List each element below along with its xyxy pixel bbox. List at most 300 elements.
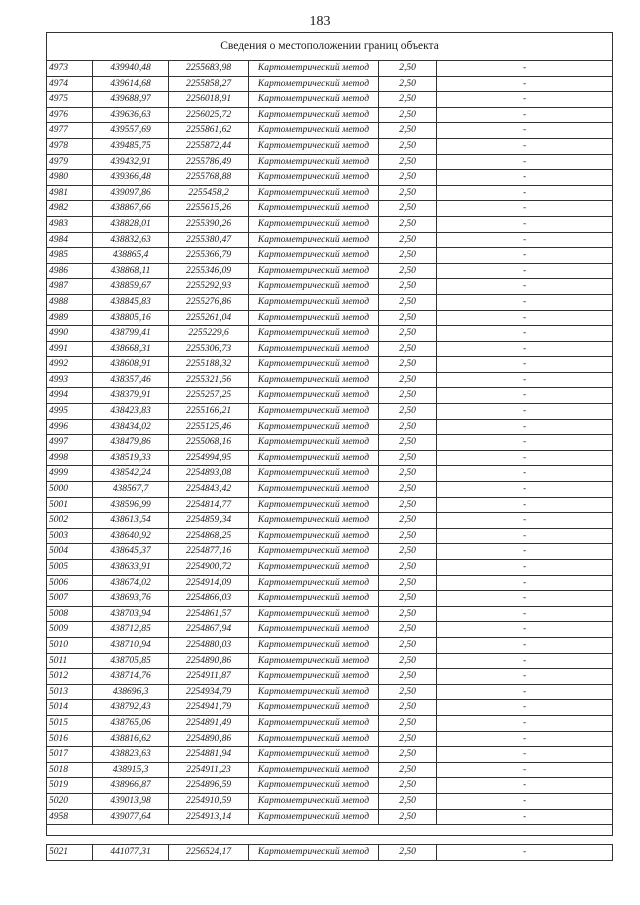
accuracy-cell: 2,50	[379, 497, 437, 513]
note-cell: -	[437, 170, 613, 186]
method-cell: Картометрический метод	[249, 326, 379, 342]
method-cell: Картометрический метод	[249, 653, 379, 669]
y-coordinate-cell: 2255257,25	[169, 388, 249, 404]
accuracy-cell: 2,50	[379, 294, 437, 310]
x-coordinate-cell: 438792,43	[93, 700, 169, 716]
accuracy-cell: 2,50	[379, 310, 437, 326]
y-coordinate-cell: 2254941,79	[169, 700, 249, 716]
y-coordinate-cell: 2255321,56	[169, 372, 249, 388]
point-number-cell: 4994	[47, 388, 93, 404]
x-coordinate-cell: 438423,83	[93, 404, 169, 420]
gap-cell	[47, 836, 613, 845]
note-cell: -	[437, 669, 613, 685]
note-cell: -	[437, 294, 613, 310]
table-row	[47, 762, 613, 778]
point-number-cell: 4984	[47, 232, 93, 248]
method-cell: Картометрический метод	[249, 466, 379, 482]
note-cell: -	[437, 388, 613, 404]
y-coordinate-cell: 2254994,95	[169, 450, 249, 466]
x-coordinate-cell: 438668,31	[93, 341, 169, 357]
table-row	[47, 107, 613, 123]
page-number: 183	[309, 14, 331, 29]
point-number-cell: 4958	[47, 809, 93, 825]
y-coordinate-cell: 2255615,26	[169, 201, 249, 217]
point-number-cell: 5012	[47, 669, 93, 685]
note-cell: -	[437, 279, 613, 295]
method-cell: Картометрический метод	[249, 575, 379, 591]
point-number-cell: 4991	[47, 341, 93, 357]
y-coordinate-cell: 2254881,94	[169, 747, 249, 763]
point-number-cell: 5000	[47, 482, 93, 498]
note-cell: -	[437, 76, 613, 92]
point-number-cell: 4989	[47, 310, 93, 326]
y-coordinate-cell: 2255872,44	[169, 138, 249, 154]
table-row	[47, 845, 613, 861]
method-cell: Картометрический метод	[249, 591, 379, 607]
method-cell: Картометрический метод	[249, 279, 379, 295]
note-cell: -	[437, 341, 613, 357]
accuracy-cell: 2,50	[379, 357, 437, 373]
table-row	[47, 185, 613, 201]
note-cell: -	[437, 372, 613, 388]
x-coordinate-cell: 438645,37	[93, 544, 169, 560]
table-row	[47, 123, 613, 139]
point-number-cell: 4980	[47, 170, 93, 186]
method-cell: Картометрический метод	[249, 294, 379, 310]
method-cell: Картометрический метод	[249, 372, 379, 388]
table-row	[47, 778, 613, 794]
table-row	[47, 450, 613, 466]
y-coordinate-cell: 2255276,86	[169, 294, 249, 310]
point-number-cell: 4975	[47, 92, 93, 108]
accuracy-cell: 2,50	[379, 201, 437, 217]
method-cell: Картометрический метод	[249, 513, 379, 529]
method-cell: Картометрический метод	[249, 107, 379, 123]
note-cell: -	[437, 653, 613, 669]
y-coordinate-cell: 2254867,94	[169, 622, 249, 638]
y-coordinate-cell: 2254877,16	[169, 544, 249, 560]
method-cell: Картометрический метод	[249, 248, 379, 264]
method-cell: Картометрический метод	[249, 450, 379, 466]
y-coordinate-cell: 2254913,14	[169, 809, 249, 825]
method-cell: Картометрический метод	[249, 762, 379, 778]
point-number-cell: 5009	[47, 622, 93, 638]
accuracy-cell: 2,50	[379, 466, 437, 482]
accuracy-cell: 2,50	[379, 450, 437, 466]
note-cell: -	[437, 185, 613, 201]
accuracy-cell: 2,50	[379, 92, 437, 108]
point-number-cell: 5019	[47, 778, 93, 794]
note-cell: -	[437, 450, 613, 466]
method-cell: Картометрический метод	[249, 123, 379, 139]
note-cell: -	[437, 684, 613, 700]
table-row	[47, 232, 613, 248]
y-coordinate-cell: 2255261,04	[169, 310, 249, 326]
note-cell: -	[437, 107, 613, 123]
x-coordinate-cell: 438357,46	[93, 372, 169, 388]
accuracy-cell: 2,50	[379, 388, 437, 404]
note-cell: -	[437, 482, 613, 498]
accuracy-cell: 2,50	[379, 482, 437, 498]
x-coordinate-cell: 438867,66	[93, 201, 169, 217]
y-coordinate-cell: 2254914,09	[169, 575, 249, 591]
y-coordinate-cell: 2254859,34	[169, 513, 249, 529]
method-cell: Картометрический метод	[249, 497, 379, 513]
method-cell: Картометрический метод	[249, 637, 379, 653]
point-number-cell: 4988	[47, 294, 93, 310]
y-coordinate-cell: 2254861,57	[169, 606, 249, 622]
x-coordinate-cell: 439688,97	[93, 92, 169, 108]
point-number-cell: 4990	[47, 326, 93, 342]
y-coordinate-cell: 2254911,87	[169, 669, 249, 685]
empty-separator-row	[47, 825, 613, 836]
method-cell: Картометрический метод	[249, 793, 379, 809]
note-cell: -	[437, 201, 613, 217]
table-title: Сведения о местоположении границ объекта	[47, 33, 613, 61]
accuracy-cell: 2,50	[379, 435, 437, 451]
accuracy-cell: 2,50	[379, 544, 437, 560]
x-coordinate-cell: 438640,92	[93, 528, 169, 544]
table-row	[47, 357, 613, 373]
point-number-cell: 5015	[47, 715, 93, 731]
y-coordinate-cell: 2254868,25	[169, 528, 249, 544]
accuracy-cell: 2,50	[379, 232, 437, 248]
accuracy-cell: 2,50	[379, 76, 437, 92]
table-row	[47, 684, 613, 700]
y-coordinate-cell: 2256025,72	[169, 107, 249, 123]
accuracy-cell: 2,50	[379, 154, 437, 170]
accuracy-cell: 2,50	[379, 809, 437, 825]
accuracy-cell: 2,50	[379, 372, 437, 388]
table-row	[47, 435, 613, 451]
table-row	[47, 326, 613, 342]
x-coordinate-cell: 438832,63	[93, 232, 169, 248]
point-number-cell: 5020	[47, 793, 93, 809]
x-coordinate-cell: 438799,41	[93, 326, 169, 342]
x-coordinate-cell: 438805,16	[93, 310, 169, 326]
method-cell: Картометрический метод	[249, 419, 379, 435]
x-coordinate-cell: 441077,31	[93, 845, 169, 861]
point-number-cell: 5005	[47, 560, 93, 576]
point-number-cell: 4996	[47, 419, 93, 435]
y-coordinate-cell: 2254910,59	[169, 793, 249, 809]
x-coordinate-cell: 438613,54	[93, 513, 169, 529]
table-row	[47, 482, 613, 498]
method-cell: Картометрический метод	[249, 684, 379, 700]
table-row	[47, 92, 613, 108]
x-coordinate-cell: 438865,4	[93, 248, 169, 264]
x-coordinate-cell: 438596,99	[93, 497, 169, 513]
accuracy-cell: 2,50	[379, 762, 437, 778]
note-cell: -	[437, 778, 613, 794]
table-row	[47, 263, 613, 279]
note-cell: -	[437, 138, 613, 154]
accuracy-cell: 2,50	[379, 731, 437, 747]
accuracy-cell: 2,50	[379, 263, 437, 279]
table-row	[47, 372, 613, 388]
note-cell: -	[437, 747, 613, 763]
x-coordinate-cell: 438765,06	[93, 715, 169, 731]
table-row	[47, 279, 613, 295]
table-row	[47, 669, 613, 685]
y-coordinate-cell: 2255380,47	[169, 232, 249, 248]
accuracy-cell: 2,50	[379, 513, 437, 529]
method-cell: Картометрический метод	[249, 482, 379, 498]
note-cell: -	[437, 606, 613, 622]
y-coordinate-cell: 2254934,79	[169, 684, 249, 700]
table-row	[47, 388, 613, 404]
table-row	[47, 575, 613, 591]
accuracy-cell: 2,50	[379, 326, 437, 342]
method-cell: Картометрический метод	[249, 170, 379, 186]
note-cell: -	[437, 248, 613, 264]
method-cell: Картометрический метод	[249, 138, 379, 154]
accuracy-cell: 2,50	[379, 669, 437, 685]
point-number-cell: 4976	[47, 107, 93, 123]
table-row	[47, 513, 613, 529]
note-cell: -	[437, 310, 613, 326]
method-cell: Картометрический метод	[249, 544, 379, 560]
x-coordinate-cell: 438823,63	[93, 747, 169, 763]
y-coordinate-cell: 2255458,2	[169, 185, 249, 201]
accuracy-cell: 2,50	[379, 404, 437, 420]
method-cell: Картометрический метод	[249, 809, 379, 825]
note-cell: -	[437, 560, 613, 576]
table-row	[47, 606, 613, 622]
point-number-cell: 4987	[47, 279, 93, 295]
y-coordinate-cell: 2254890,86	[169, 653, 249, 669]
accuracy-cell: 2,50	[379, 700, 437, 716]
table-row	[47, 341, 613, 357]
y-coordinate-cell: 2255366,79	[169, 248, 249, 264]
method-cell: Картометрический метод	[249, 61, 379, 77]
accuracy-cell: 2,50	[379, 637, 437, 653]
table-title-row	[47, 33, 613, 61]
x-coordinate-cell: 438567,7	[93, 482, 169, 498]
accuracy-cell: 2,50	[379, 560, 437, 576]
note-cell: -	[437, 497, 613, 513]
point-number-cell: 4983	[47, 216, 93, 232]
x-coordinate-cell: 438966,87	[93, 778, 169, 794]
x-coordinate-cell: 438633,91	[93, 560, 169, 576]
accuracy-cell: 2,50	[379, 622, 437, 638]
x-coordinate-cell: 439077,64	[93, 809, 169, 825]
point-number-cell: 4981	[47, 185, 93, 201]
note-cell: -	[437, 762, 613, 778]
note-cell: -	[437, 513, 613, 529]
y-coordinate-cell: 2255292,93	[169, 279, 249, 295]
table-row	[47, 248, 613, 264]
table-row	[47, 560, 613, 576]
table-row	[47, 138, 613, 154]
table-row	[47, 404, 613, 420]
y-coordinate-cell: 2255068,16	[169, 435, 249, 451]
point-number-cell: 5004	[47, 544, 93, 560]
note-cell: -	[437, 123, 613, 139]
method-cell: Картометрический метод	[249, 845, 379, 861]
x-coordinate-cell: 438519,33	[93, 450, 169, 466]
x-coordinate-cell: 439940,48	[93, 61, 169, 77]
method-cell: Картометрический метод	[249, 669, 379, 685]
accuracy-cell: 2,50	[379, 575, 437, 591]
y-coordinate-cell: 2255858,27	[169, 76, 249, 92]
note-cell: -	[437, 575, 613, 591]
y-coordinate-cell: 2255786,49	[169, 154, 249, 170]
point-number-cell: 5002	[47, 513, 93, 529]
x-coordinate-cell: 438816,62	[93, 731, 169, 747]
note-cell: -	[437, 419, 613, 435]
accuracy-cell: 2,50	[379, 528, 437, 544]
table-row	[47, 61, 613, 77]
accuracy-cell: 2,50	[379, 248, 437, 264]
point-number-cell: 5013	[47, 684, 93, 700]
note-cell: -	[437, 845, 613, 861]
y-coordinate-cell: 2254891,49	[169, 715, 249, 731]
table-row	[47, 715, 613, 731]
accuracy-cell: 2,50	[379, 845, 437, 861]
method-cell: Картометрический метод	[249, 216, 379, 232]
note-cell: -	[437, 92, 613, 108]
accuracy-cell: 2,50	[379, 653, 437, 669]
x-coordinate-cell: 439485,75	[93, 138, 169, 154]
x-coordinate-cell: 438696,3	[93, 684, 169, 700]
point-number-cell: 5007	[47, 591, 93, 607]
accuracy-cell: 2,50	[379, 107, 437, 123]
point-number-cell: 4999	[47, 466, 93, 482]
accuracy-cell: 2,50	[379, 341, 437, 357]
y-coordinate-cell: 2255683,98	[169, 61, 249, 77]
note-cell: -	[437, 326, 613, 342]
point-number-cell: 4974	[47, 76, 93, 92]
accuracy-cell: 2,50	[379, 61, 437, 77]
method-cell: Картометрический метод	[249, 731, 379, 747]
note-cell: -	[437, 466, 613, 482]
point-number-cell: 4995	[47, 404, 93, 420]
method-cell: Картометрический метод	[249, 263, 379, 279]
point-number-cell: 5010	[47, 637, 93, 653]
accuracy-cell: 2,50	[379, 138, 437, 154]
point-number-cell: 5001	[47, 497, 93, 513]
x-coordinate-cell: 438868,11	[93, 263, 169, 279]
x-coordinate-cell: 438705,85	[93, 653, 169, 669]
method-cell: Картометрический метод	[249, 747, 379, 763]
accuracy-cell: 2,50	[379, 793, 437, 809]
method-cell: Картометрический метод	[249, 778, 379, 794]
accuracy-cell: 2,50	[379, 123, 437, 139]
point-number-cell: 5018	[47, 762, 93, 778]
point-number-cell: 4982	[47, 201, 93, 217]
y-coordinate-cell: 2254896,59	[169, 778, 249, 794]
accuracy-cell: 2,50	[379, 419, 437, 435]
method-cell: Картометрический метод	[249, 154, 379, 170]
note-cell: -	[437, 435, 613, 451]
note-cell: -	[437, 700, 613, 716]
note-cell: -	[437, 809, 613, 825]
method-cell: Картометрический метод	[249, 435, 379, 451]
table-row	[47, 544, 613, 560]
x-coordinate-cell: 438915,3	[93, 762, 169, 778]
table-row	[47, 76, 613, 92]
x-coordinate-cell: 439097,86	[93, 185, 169, 201]
note-cell: -	[437, 232, 613, 248]
table-row	[47, 747, 613, 763]
note-cell: -	[437, 715, 613, 731]
method-cell: Картометрический метод	[249, 185, 379, 201]
note-cell: -	[437, 154, 613, 170]
y-coordinate-cell: 2255229,6	[169, 326, 249, 342]
accuracy-cell: 2,50	[379, 606, 437, 622]
accuracy-cell: 2,50	[379, 684, 437, 700]
point-number-cell: 5014	[47, 700, 93, 716]
point-number-cell: 5016	[47, 731, 93, 747]
point-number-cell: 4997	[47, 435, 93, 451]
method-cell: Картометрический метод	[249, 232, 379, 248]
table-row	[47, 294, 613, 310]
x-coordinate-cell: 439614,68	[93, 76, 169, 92]
table-row	[47, 419, 613, 435]
point-number-cell: 5008	[47, 606, 93, 622]
x-coordinate-cell: 438693,76	[93, 591, 169, 607]
method-cell: Картометрический метод	[249, 201, 379, 217]
note-cell: -	[437, 731, 613, 747]
y-coordinate-cell: 2255125,46	[169, 419, 249, 435]
y-coordinate-cell: 2254880,03	[169, 637, 249, 653]
table-row	[47, 170, 613, 186]
method-cell: Картометрический метод	[249, 310, 379, 326]
separator-cell	[47, 825, 613, 836]
x-coordinate-cell: 438859,67	[93, 279, 169, 295]
method-cell: Картометрический метод	[249, 357, 379, 373]
point-number-cell: 4986	[47, 263, 93, 279]
table-row	[47, 622, 613, 638]
note-cell: -	[437, 216, 613, 232]
x-coordinate-cell: 438845,83	[93, 294, 169, 310]
method-cell: Картометрический метод	[249, 622, 379, 638]
x-coordinate-cell: 439013,98	[93, 793, 169, 809]
point-number-cell: 4998	[47, 450, 93, 466]
table-row	[47, 731, 613, 747]
y-coordinate-cell: 2256524,17	[169, 845, 249, 861]
table-row	[47, 466, 613, 482]
method-cell: Картометрический метод	[249, 700, 379, 716]
method-cell: Картометрический метод	[249, 715, 379, 731]
x-coordinate-cell: 438712,85	[93, 622, 169, 638]
accuracy-cell: 2,50	[379, 778, 437, 794]
point-number-cell: 4985	[47, 248, 93, 264]
x-coordinate-cell: 439557,69	[93, 123, 169, 139]
accuracy-cell: 2,50	[379, 279, 437, 295]
x-coordinate-cell: 439366,48	[93, 170, 169, 186]
x-coordinate-cell: 438703,94	[93, 606, 169, 622]
table-row	[47, 637, 613, 653]
y-coordinate-cell: 2254843,42	[169, 482, 249, 498]
table-row	[47, 310, 613, 326]
y-coordinate-cell: 2255768,88	[169, 170, 249, 186]
table-row	[47, 528, 613, 544]
note-cell: -	[437, 591, 613, 607]
y-coordinate-cell: 2255390,26	[169, 216, 249, 232]
x-coordinate-cell: 438379,91	[93, 388, 169, 404]
table-row	[47, 154, 613, 170]
method-cell: Картометрический метод	[249, 560, 379, 576]
method-cell: Картометрический метод	[249, 76, 379, 92]
point-number-cell: 5017	[47, 747, 93, 763]
x-coordinate-cell: 438714,76	[93, 669, 169, 685]
note-cell: -	[437, 622, 613, 638]
table-gap	[47, 836, 613, 845]
accuracy-cell: 2,50	[379, 747, 437, 763]
y-coordinate-cell: 2254900,72	[169, 560, 249, 576]
